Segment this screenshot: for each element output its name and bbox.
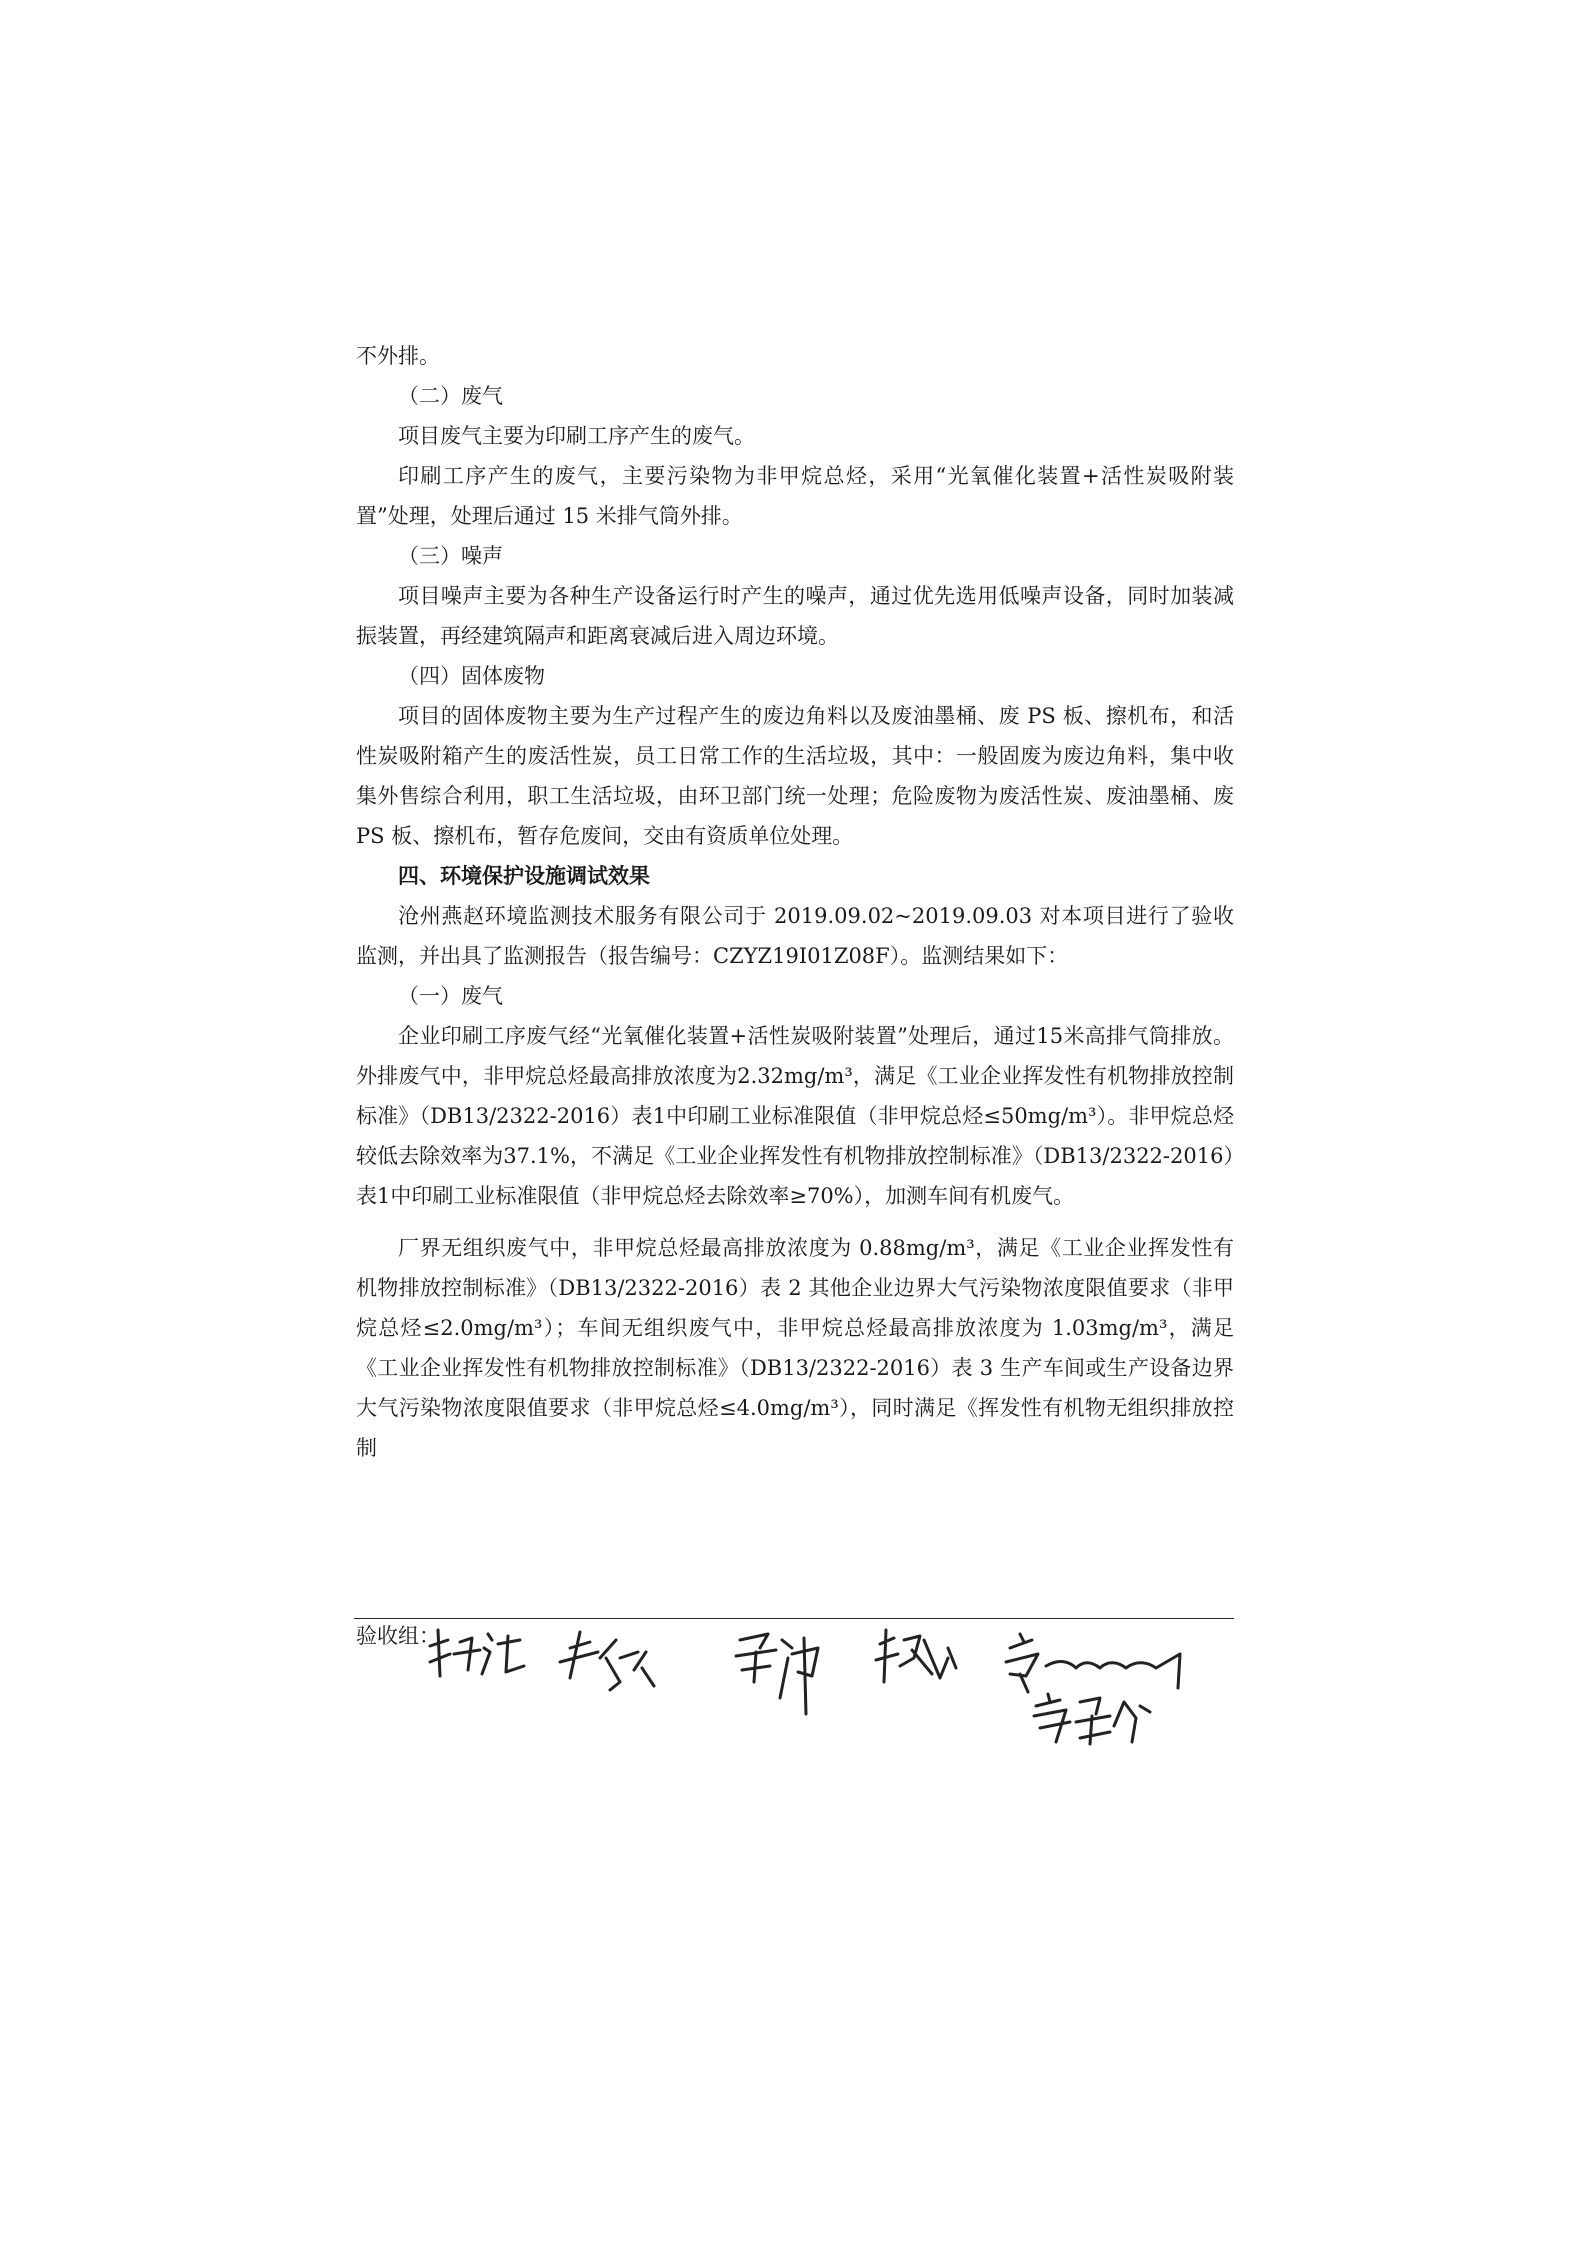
- signature-6: [1034, 1694, 1150, 1744]
- section-heading: 四、环境保护设施调试效果: [398, 863, 650, 888]
- signature-1: [430, 1630, 524, 1676]
- paragraph: 印刷工序产生的废气，主要污染物为非甲烷总烃，采用“光氧催化装置+活性炭吸附装置”处理，处理后通过 15 米排气筒外排。: [356, 464, 1234, 528]
- paragraph-continuation: 不外排。: [356, 344, 440, 368]
- signature-2: [560, 1632, 654, 1690]
- paragraph: 厂界无组织废气中，非甲烷总烃最高排放浓度为 0.88mg/m³，满足《工业企业挥发性有机物排放控制标准》（DB13/2322-2016）表 2 其他企业边界大气污染物浓度限值要求（非甲烷总烃≤2.0mg/m³）；车间无组织废气中，非甲烷总烃最高排放浓度为 1.03mg/m³，满足《工业企业挥发性有机物排放控制标准》（DB13/2322-2016）表 3 生产车间或生产设备边界大气污染物浓度限值要求（非甲烷总烃≤4.0mg/m³），同时满足《挥发性有机物无组织排放控制: [356, 1236, 1234, 1460]
- paragraph: 项目噪声主要为各种生产设备运行时产生的噪声，通过优先选用低噪声设备，同时加装减振装置，再经建筑隔声和距离衰减后进入周边环境。: [356, 584, 1234, 648]
- signature-3: [736, 1634, 818, 1714]
- handwritten-signatures: [420, 1618, 1240, 1748]
- subheading-waste-gas: （二）废气: [398, 384, 503, 408]
- subheading-solid-waste: （四）固体废物: [398, 664, 545, 688]
- signature-label: 验收组：: [356, 1624, 440, 1648]
- paragraph: 项目的固体废物主要为生产过程产生的废边角料以及废油墨桶、废 PS 板、擦机布，和活性炭吸附箱产生的废活性炭，员工日常工作的生活垃圾，其中：一般固废为废边角料，集中收集外售综合利用，职工生活垃圾，由环卫部门统一处理；危险废物为废活性炭、废油墨桶、废 PS 板、擦机布，暂存危废间，交由有资质单位处理。: [356, 704, 1234, 848]
- signature-4: [876, 1630, 956, 1682]
- document-body: [356, 336, 1234, 1468]
- signature-5: [1006, 1634, 1180, 1692]
- subheading-noise: （三）噪声: [398, 544, 503, 568]
- paragraph: 企业印刷工序废气经“光氧催化装置+活性炭吸附装置”处理后，通过15米高排气筒排放。外排废气中，非甲烷总烃最高排放浓度为2.32mg/m³，满足《工业企业挥发性有机物排放控制标准》（DB13/2322-2016）表1中印刷工业标准限值（非甲烷总烃≤50mg/m³）。非甲烷总烃较低去除效率为37.1%，不满足《工业企业挥发性有机物排放控制标准》（DB13/2322-2016）表1中印刷工业标准限值（非甲烷总烃去除效率≥70%），加测车间有机废气。: [356, 1024, 1234, 1208]
- paragraph: 项目废气主要为印刷工序产生的废气。: [398, 424, 755, 448]
- paragraph: 沧州燕赵环境监测技术服务有限公司于 2019.09.02~2019.09.03 对本项目进行了验收监测，并出具了监测报告（报告编号：CZYZ19I01Z08F）。监测结果如下：: [356, 904, 1234, 968]
- subheading-waste-gas-results: （一）废气: [398, 984, 503, 1008]
